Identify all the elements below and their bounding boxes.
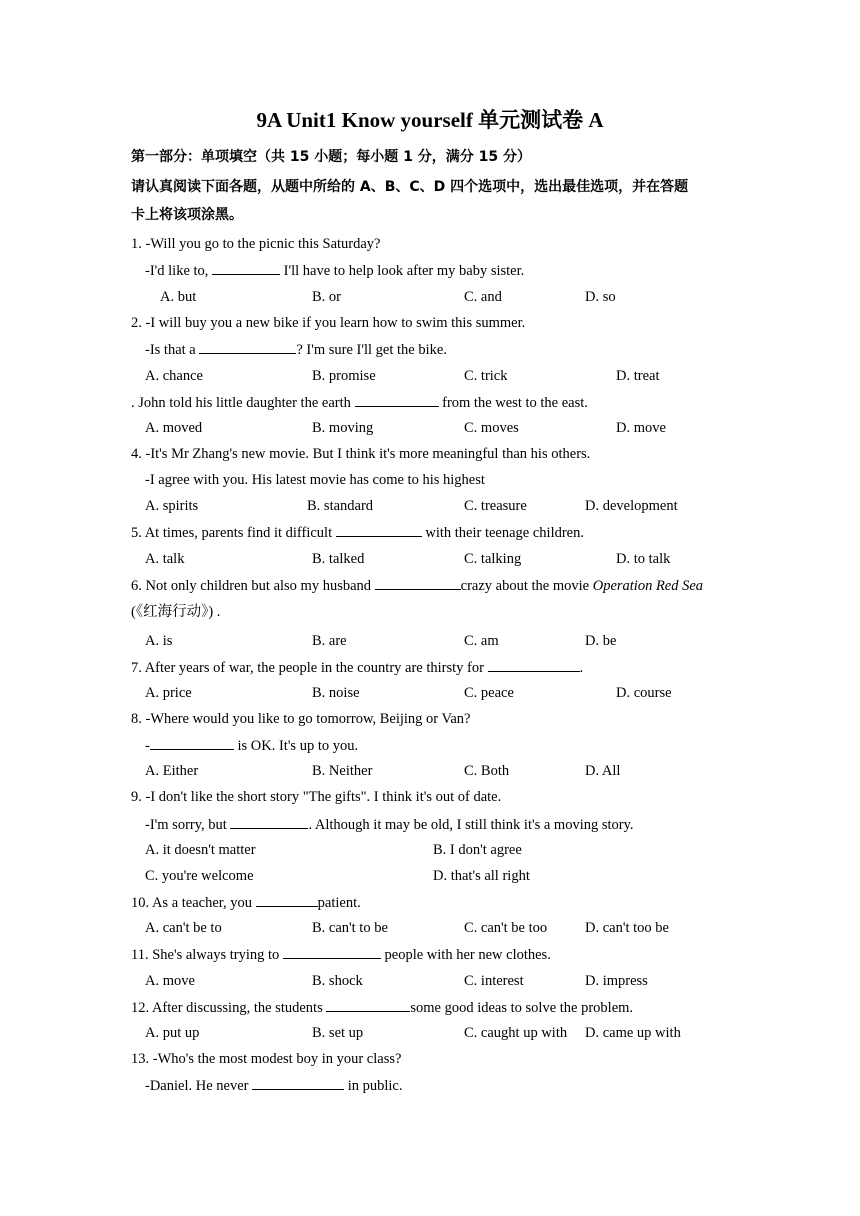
- question-10-option-d[interactable]: D. can't too be: [585, 920, 669, 936]
- question-5-stem: 5. At times, parents find it difficult with their teenage children.: [131, 525, 584, 541]
- question-4-option-c[interactable]: C. treasure: [464, 498, 527, 514]
- question-9-option-b[interactable]: B. I don't agree: [433, 842, 522, 858]
- answer-blank: [283, 945, 381, 959]
- question-1-option-b[interactable]: B. or: [312, 289, 341, 305]
- question-2-reply: -Is that a ? I'm sure I'll get the bike.: [145, 342, 447, 358]
- question-8-option-c[interactable]: C. Both: [464, 763, 510, 779]
- question-12-option-c[interactable]: C. caught up with: [464, 1025, 568, 1041]
- question-5-option-d[interactable]: D. to talk: [616, 551, 671, 567]
- question-12-stem: 12. After discussing, the students some good ideas to solve the problem.: [131, 1000, 634, 1016]
- question-13-reply: -Daniel. He never in public.: [145, 1078, 403, 1094]
- question-7-option-a[interactable]: A. price: [145, 685, 192, 701]
- question-7-option-b[interactable]: B. noise: [312, 685, 360, 701]
- question-11-option-b[interactable]: B. shock: [312, 973, 363, 989]
- question-1-reply: -I'd like to, I'll have to help look after my baby sister.: [145, 263, 525, 279]
- question-1-stem: 1. -Will you go to the picnic this Saturday?: [131, 236, 381, 252]
- question-5-option-c[interactable]: C. talking: [464, 551, 522, 567]
- question-12-option-a[interactable]: A. put up: [145, 1025, 200, 1041]
- question-4-option-d[interactable]: D. development: [585, 498, 678, 514]
- question-13-stem: 13. -Who's the most modest boy in your class?: [131, 1051, 402, 1067]
- question-1-option-d[interactable]: D. so: [585, 289, 616, 305]
- page-title: 9A Unit1 Know yourself 单元测试卷 A: [256, 108, 604, 132]
- question-3-option-d[interactable]: D. move: [616, 420, 666, 436]
- question-8-option-d[interactable]: D. All: [585, 763, 621, 779]
- question-9-reply: -I'm sorry, but . Although it may be old, I still think it's a moving story.: [145, 817, 634, 833]
- question-10-stem: 10. As a teacher, you patient.: [131, 895, 361, 911]
- answer-blank: [252, 1076, 344, 1090]
- question-12-option-d[interactable]: D. came up with: [585, 1025, 681, 1041]
- question-4-option-b[interactable]: B. standard: [307, 498, 374, 514]
- question-2-option-b[interactable]: B. promise: [312, 368, 376, 384]
- question-11-option-d[interactable]: D. impress: [585, 973, 648, 989]
- question-6-stem: 6. Not only children but also my husband crazy about the movie Operation Red Sea: [131, 578, 704, 594]
- question-11-option-c[interactable]: C. interest: [464, 973, 524, 989]
- question-8-option-b[interactable]: B. Neither: [312, 763, 373, 779]
- question-2-option-a[interactable]: A. chance: [145, 368, 203, 384]
- question-3-stem: . John told his little daughter the earth from the west to the east.: [131, 395, 588, 411]
- answer-blank: [336, 523, 422, 537]
- answer-blank: [199, 340, 296, 354]
- answer-blank: [375, 576, 461, 590]
- question-8-stem: 8. -Where would you like to go tomorrow, Beijing or Van?: [131, 711, 471, 727]
- answer-blank: [326, 998, 410, 1012]
- question-8-reply: - is OK. It's up to you.: [145, 738, 359, 754]
- answer-blank: [212, 261, 280, 275]
- answer-blank: [230, 815, 308, 829]
- section-heading: 第一部分：单项填空（共 15 小题；每小题 1 分，满分 15 分）: [131, 149, 531, 165]
- question-12-option-b[interactable]: B. set up: [312, 1025, 364, 1041]
- question-4-option-a[interactable]: A. spirits: [145, 498, 199, 514]
- question-3-option-a[interactable]: A. moved: [145, 420, 203, 436]
- question-1-option-a[interactable]: A. but: [160, 289, 197, 305]
- question-4-stem: 4. -It's Mr Zhang's new movie. But I think it's more meaningful than his others.: [131, 446, 591, 462]
- question-7-stem: 7. After years of war, the people in the country are thirsty for .: [131, 660, 584, 676]
- question-10-option-b[interactable]: B. can't to be: [312, 920, 388, 936]
- instruction-line-2: 卡上将该项涂黑。: [131, 207, 243, 223]
- question-10-option-c[interactable]: C. can't be too: [464, 920, 548, 936]
- question-4-reply: -I agree with you. His latest movie has come to his highest: [145, 472, 485, 488]
- movie-title: Operation Red Sea: [592, 578, 704, 594]
- question-6-option-a[interactable]: A. is: [145, 633, 173, 649]
- question-9-stem: 9. -I don't like the short story "The gifts". I think it's out of date.: [131, 789, 502, 805]
- question-6-stem-cont: (《红海行动》) .: [131, 604, 221, 620]
- answer-blank: [355, 393, 439, 407]
- answer-blank: [256, 893, 318, 907]
- question-1-option-c[interactable]: C. and: [464, 289, 502, 305]
- question-6-option-d[interactable]: D. be: [585, 633, 617, 649]
- question-2-option-c[interactable]: C. trick: [464, 368, 508, 384]
- question-11-option-a[interactable]: A. move: [145, 973, 195, 989]
- question-9-option-a[interactable]: A. it doesn't matter: [145, 842, 256, 858]
- question-8-option-a[interactable]: A. Either: [145, 763, 199, 779]
- question-5-option-a[interactable]: A. talk: [145, 551, 185, 567]
- question-6-option-c[interactable]: C. am: [464, 633, 499, 649]
- question-7-option-d[interactable]: D. course: [616, 685, 672, 701]
- question-7-option-c[interactable]: C. peace: [464, 685, 514, 701]
- question-2-stem: 2. -I will buy you a new bike if you learn how to swim this summer.: [131, 315, 526, 331]
- answer-blank: [150, 736, 234, 750]
- question-3-option-b[interactable]: B. moving: [312, 420, 374, 436]
- question-6-option-b[interactable]: B. are: [312, 633, 347, 649]
- answer-blank: [488, 658, 580, 672]
- question-3-option-c[interactable]: C. moves: [464, 420, 519, 436]
- question-11-stem: 11. She's always trying to people with her new clothes.: [131, 947, 551, 963]
- question-9-option-c[interactable]: C. you're welcome: [145, 868, 254, 884]
- question-10-option-a[interactable]: A. can't be to: [145, 920, 222, 936]
- instruction-line-1: 请认真阅读下面各题，从题中所给的 A、B、C、D 四个选项中，选出最佳选项，并在答题: [131, 179, 689, 195]
- question-5-option-b[interactable]: B. talked: [312, 551, 365, 567]
- question-2-option-d[interactable]: D. treat: [616, 368, 660, 384]
- question-9-option-d[interactable]: D. that's all right: [433, 868, 530, 884]
